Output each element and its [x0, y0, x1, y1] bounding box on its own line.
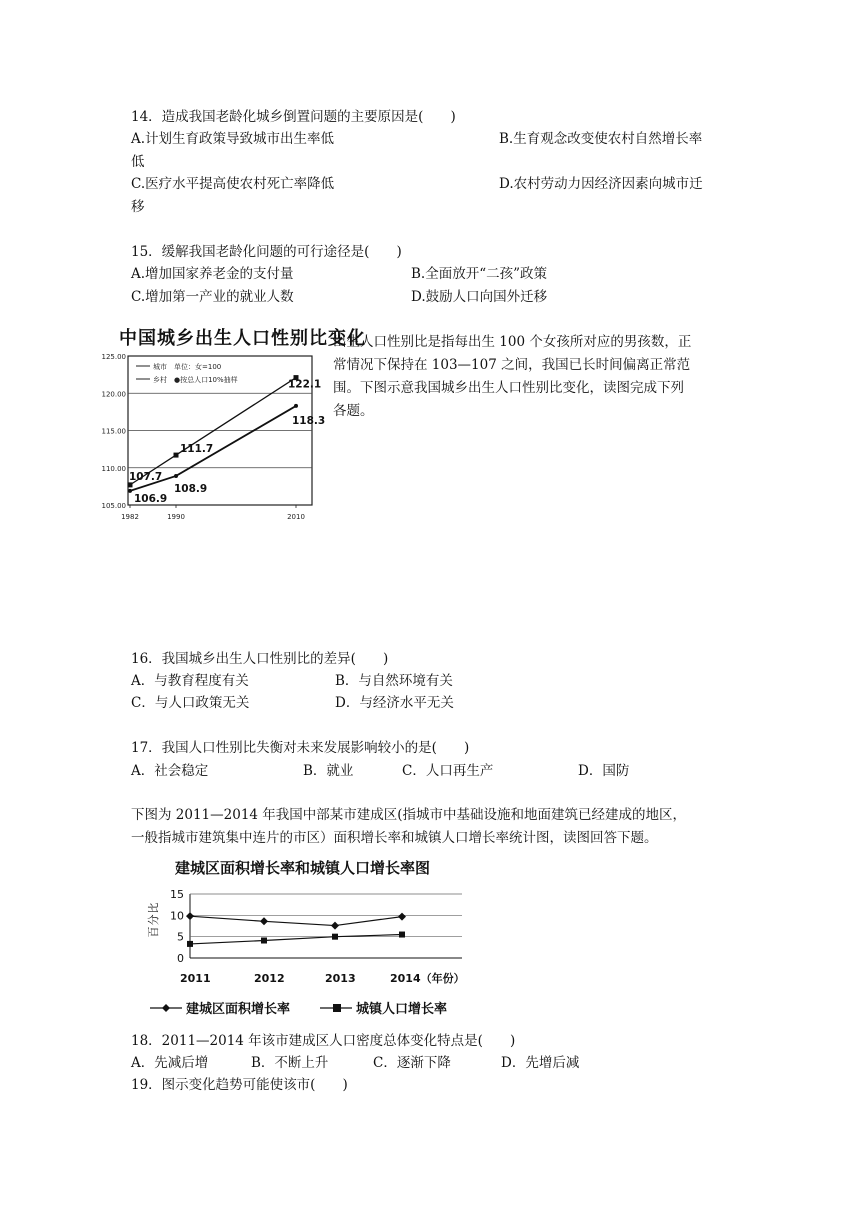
q16-option-c: C．与人口政策无关: [131, 695, 250, 711]
chart1-x-tick-label: 1990: [167, 513, 185, 521]
chart1-legend-rural: 乡村 ●按总人口10%抽样: [153, 376, 238, 384]
chart1-y-tick-label: 120.00: [101, 390, 126, 399]
q14-option-b: B.生育观念改变使农村自然增长率: [499, 131, 703, 147]
q15-option-b: B.全面放开“二孩”政策: [411, 266, 548, 282]
chart2-x-tick-label: 2014（年份）: [390, 972, 465, 985]
chart1-data-label-rural: 108.9: [174, 482, 208, 495]
chart1-y-tick-label: 110.00: [101, 464, 126, 473]
q17-stem: 17．我国人口性别比失衡对未来发展影响较小的是( ): [131, 740, 470, 756]
chart2-y-tick-label: 5: [177, 930, 184, 944]
chart2-legend-population: 城镇人口增长率: [356, 1002, 448, 1017]
chart2-series-line-population: [190, 935, 402, 944]
chart2-y-tick-label: 15: [170, 888, 184, 901]
chart1-data-label-city: 107.7: [129, 470, 163, 483]
chart2-point-area: [260, 917, 268, 925]
growth-rate-chart: [140, 880, 490, 1030]
chart1-y-tick-label: 125.00: [101, 353, 126, 361]
q17-option-a: A．社会稳定: [131, 763, 209, 779]
chart2-point-population: [187, 941, 193, 947]
chart1-data-label-rural: 118.3: [292, 414, 326, 427]
chart1-legend-city: 城市 单位：女=100: [153, 363, 222, 371]
q15-option-a: A.增加国家养老金的支付量: [131, 266, 294, 282]
chart2-point-population: [332, 934, 338, 940]
sex-ratio-chart: [100, 348, 326, 528]
chart1-point-city: [174, 453, 179, 458]
q17-option-b: B．就业: [303, 763, 354, 779]
q18-option-a: A．先减后增: [131, 1055, 209, 1071]
q14-option-c: C.医疗水平提高使农村死亡率降低: [131, 176, 335, 192]
intro1-paragraph: [333, 331, 730, 423]
chart2-legend-area: 建城区面积增长率: [186, 1002, 291, 1017]
chart2-point-population: [261, 938, 267, 944]
chart2-y-axis-label: 分: [147, 914, 160, 926]
q18-stem: 18．2011—2014 年该市建成区人口密度总体变化特点是( ): [131, 1033, 516, 1049]
q14-option-b-wrap: 低: [131, 154, 145, 170]
q15-stem: 15．缓解我国老龄化问题的可行途径是( ): [131, 244, 402, 260]
chart2-y-tick-label: 10: [170, 909, 184, 923]
chart1-x-tick-label: 2010: [287, 513, 305, 521]
chart1-point-rural: [174, 474, 178, 478]
q18-option-b: B．不断上升: [251, 1055, 329, 1071]
q16-stem: 16．我国城乡出生人口性别比的差异( ): [131, 651, 389, 667]
intro1-line1: 出生人口性别比是指每出生 100 个女孩所对应的男孩数，正: [333, 334, 692, 350]
q14-stem: 14．造成我国老龄化城乡倒置问题的主要原因是( ): [131, 109, 456, 125]
chart2-x-tick-label: 2011: [180, 972, 211, 985]
chart1-series-line-city: [130, 378, 296, 485]
chart1-y-tick-label: 115.00: [101, 427, 126, 436]
chart2-legend-marker-population: [333, 1004, 341, 1012]
q19-stem: 19．图示变化趋势可能使该市( ): [131, 1077, 348, 1093]
q16-option-a: A．与教育程度有关: [131, 673, 249, 689]
q15-option-d: D.鼓励人口向国外迁移: [411, 289, 548, 305]
chart2-title: 建城区面积增长率和城镇人口增长率图: [175, 859, 431, 877]
intro1-line2: 常情况下保持在 103—107 之间，我国已长时间偏离正常范: [333, 357, 691, 373]
chart1-title: 中国城乡出生人口性别比变化: [119, 328, 366, 349]
q16-option-d: D．与经济水平无关: [335, 695, 454, 711]
intro2-line1: 下图为 2011—2014 年我国中部某市建成区(指城市中基础设施和地面建筑已经建成的地区，: [131, 807, 687, 823]
chart1-x-tick-label: 1982: [121, 513, 139, 521]
chart2-y-axis-label: 比: [147, 902, 160, 914]
chart2-y-axis-label: 百: [147, 926, 160, 938]
chart2-series-line-area: [190, 916, 402, 925]
q16-option-b: B．与自然环境有关: [335, 673, 453, 689]
chart2-x-tick-label: 2012: [254, 972, 285, 985]
intro1-line3: 围。下图示意我国城乡出生人口性别比变化，读图完成下列: [333, 380, 684, 396]
q18-option-c: C．逐渐下降: [373, 1055, 451, 1071]
chart2-point-population: [399, 932, 405, 938]
q14-option-a: A.计划生育政策导致城市出生率低: [131, 131, 335, 147]
intro1-line4: 各题。: [333, 403, 374, 419]
q14-option-d-wrap: 移: [131, 199, 145, 215]
chart2-legend-marker-area: [162, 1004, 170, 1012]
q15-option-c: C.增加第一产业的就业人数: [131, 289, 294, 305]
chart1-point-rural: [128, 489, 132, 493]
chart1-data-label-rural: 106.9: [134, 492, 168, 505]
chart1-data-label-city: 122.1: [288, 378, 322, 391]
chart1-point-city: [128, 482, 133, 487]
chart2-point-area: [186, 912, 194, 920]
q14-option-d: D.农村劳动力因经济因素向城市迁: [499, 176, 703, 192]
chart1-point-rural: [294, 404, 298, 408]
chart2-x-tick-label: 2013: [325, 972, 356, 985]
q17-option-c: C．人口再生产: [402, 763, 494, 779]
chart1-data-label-city: 111.7: [180, 443, 214, 456]
chart2-y-tick-label: 0: [177, 952, 184, 965]
chart1-y-tick-label: 105.00: [101, 502, 126, 510]
chart2-point-area: [398, 913, 406, 921]
q17-option-d: D．国防: [578, 763, 630, 779]
chart2-point-area: [331, 922, 339, 930]
q18-option-d: D．先增后减: [501, 1055, 580, 1071]
intro2-line2: 一般指城市建筑集中连片的市区）面积增长率和城镇人口增长率统计图，读图回答下题。: [131, 830, 658, 846]
